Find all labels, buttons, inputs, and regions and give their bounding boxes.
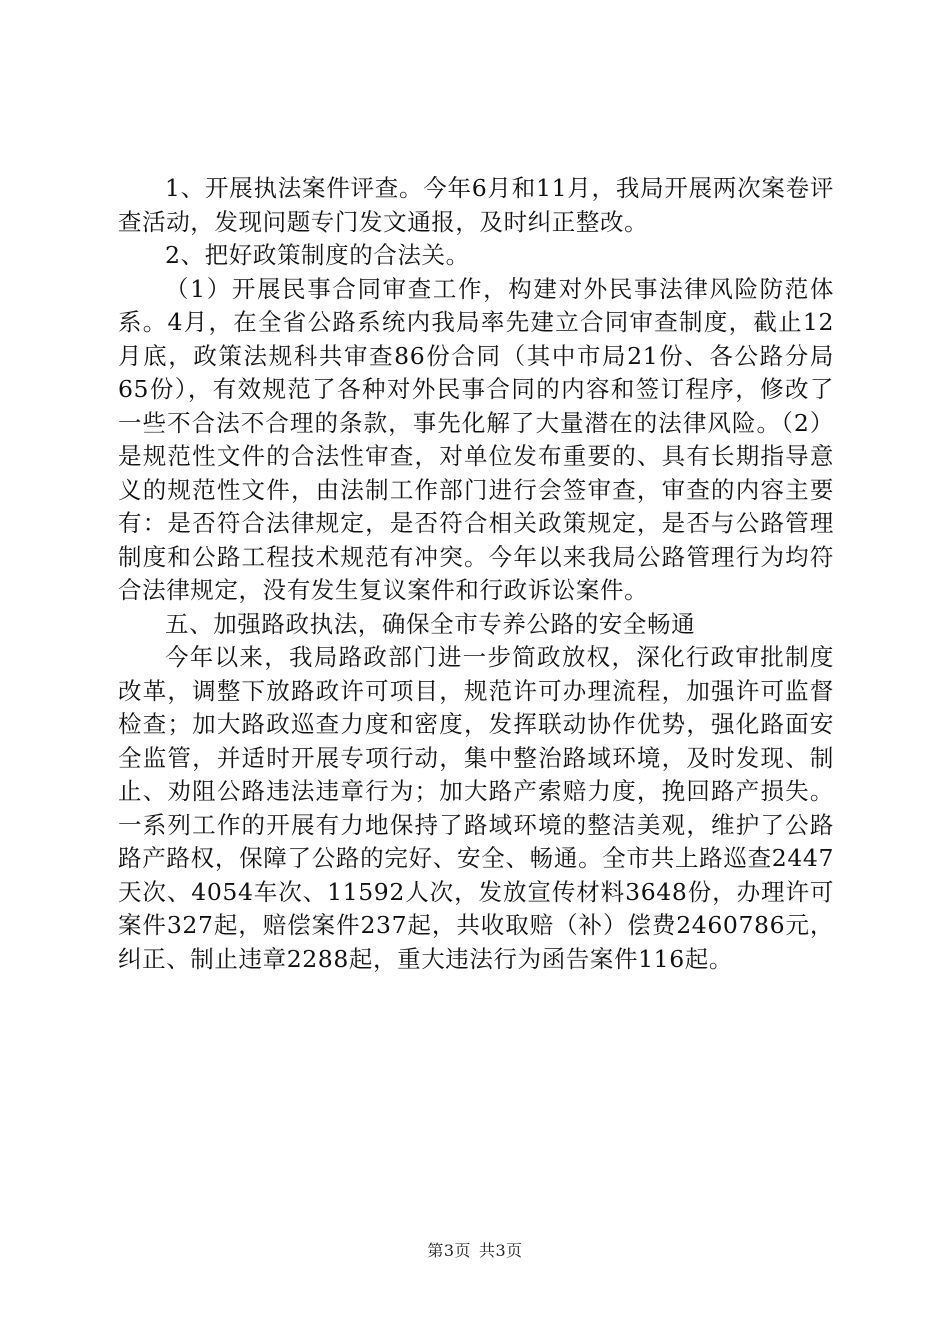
document-body [118,172,834,976]
page-total: 共3页 [479,1241,523,1260]
paragraph-road-enforcement: 今年以来，我局路政部门进一步简政放权，深化行政审批制度改革，调整下放路政许可项目，规范许可办理流程，加强许可监督检查；加大路政巡查力度和密度，发挥联动协作优势，强化路面安全监管，并适时开展专项行动，集中整治路域环境，及时发现、制止、劝阻公路违法违章行为；加大路产索赔力度，挽回路产损失。一系列工作的开展有力地保持了路域环境的整洁美观，维护了公路路产路权，保障了公路的完好、安全、畅通。全市共上路巡查2447天次、4054车次、11592人次，发放宣传材料3648份，办理许可案件327起，赔偿案件237起，共收取赔（补）偿费2460786元，纠正、制止违章2288起，重大违法行为函告案件116起。 [118,643,834,973]
page-footer [0,1238,950,1261]
section-heading-road-enforcement: 五、加强路政执法，确保全市专养公路的安全畅通 [165,609,696,638]
page-number: 第3页 [427,1241,471,1260]
paragraph-contract-review: （1）开展民事合同审查工作，构建对外民事法律风险防范体系。4月，在全省公路系统内我局率先建立合同审查制度，截止12月底，政策法规科共审查86份合同（其中市局21份、各公路分局65份），有效规范了各种对外民事合同的内容和签订程序，修改了一些不合法不合理的条款，事先化解了大量潜在的法律风险。（2）是规范性文件的合法性审查，对单位发布重要的、具有长期指导意义的规范性文件，由法制工作部门进行会签审查，审查的内容主要有：是否符合法律规定，是否符合相关政策规定，是否与公路管理制度和公路工程技术规范有冲突。今年以来我局公路管理行为均符合法律规定，没有发生复议案件和行政诉讼案件。 [118,274,834,604]
paragraph-case-review: 1、开展执法案件评查。今年6月和11月，我局开展两次案卷评查活动，发现问题专门发文通报，及时纠正整改。 [118,174,834,236]
paragraph-policy-legality: 2、把好政策制度的合法关。 [165,241,470,269]
